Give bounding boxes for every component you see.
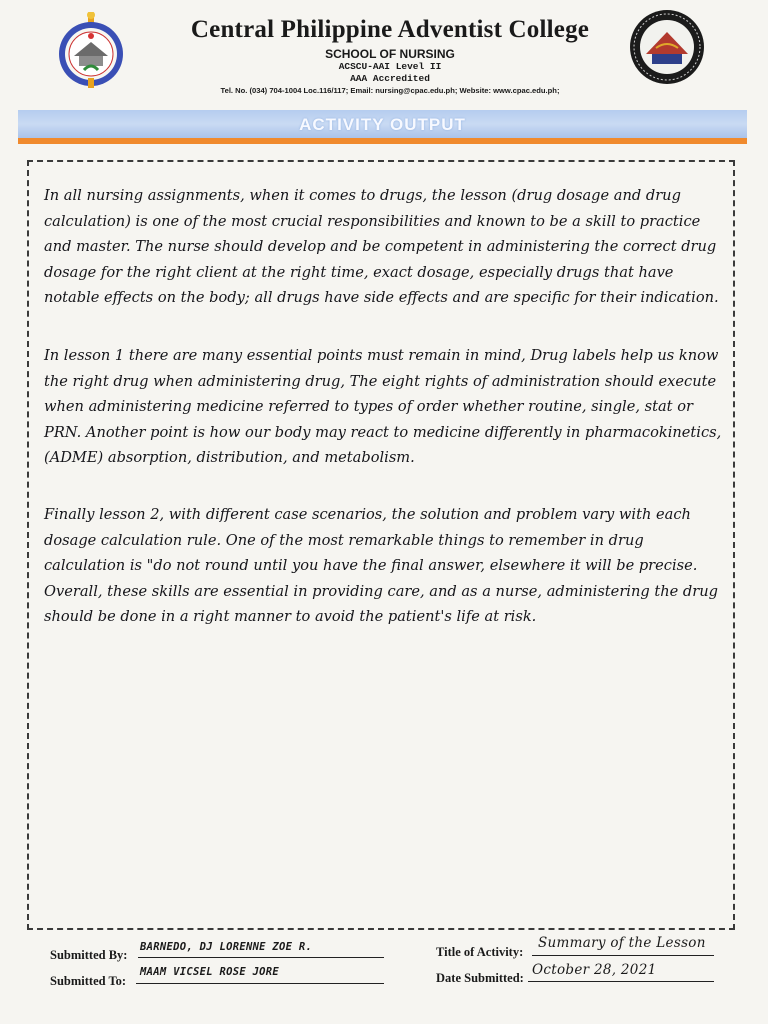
date-submitted-line <box>528 981 714 982</box>
contact-info: Tel. No. (034) 704-1004 Loc.116/117; Email: nursing@cpac.edu.ph; Website: www.cpac.edu.ph; <box>220 86 560 95</box>
accreditation-status: AAA Accredited <box>350 73 430 84</box>
submitted-to-line <box>136 983 384 984</box>
date-submitted-label: Date Submitted: <box>436 971 524 985</box>
date-submitted-value: October 28, 2021 <box>532 962 657 978</box>
college-seal-logo <box>628 8 706 86</box>
submitted-to-value: MAAM VICSEL ROSE JORE <box>140 966 280 978</box>
nursing-school-logo <box>52 12 130 90</box>
activity-output-banner <box>18 110 747 144</box>
title-of-activity-label: Title of Activity: <box>436 945 524 959</box>
banner-title: ACTIVITY OUTPUT <box>299 115 466 134</box>
title-of-activity-value: Summary of the Lesson <box>538 935 706 951</box>
school-name: SCHOOL OF NURSING <box>325 47 455 61</box>
handwritten-paragraph-2: In lesson 1 there are many essential points must remain in mind, Drug labels help us know the right drug when administering drug, The eight rights of administration should execute when administering medicine referred to types of order whether routine, single, stat or PRN. Another point is how our body may react to medicine differently in pharmacokinetics, (ADME) absorption, distribution, and metabolism. <box>44 347 722 466</box>
accreditation-level: ACSCU-AAI Level II <box>338 61 442 72</box>
handwritten-paragraph-1: In all nursing assignments, when it comes to drugs, the lesson (drug dosage and drug calculation) is one of the most crucial responsibilities and known to be a skill to practice and master. The nurse should develop and be competent in administering the correct drug dosage for the right client at the right time, exact dosage, especially drugs that have notable effects on the body; all drugs have side effects and are specific for their indication. <box>44 187 719 306</box>
handwritten-paragraph-3: Finally lesson 2, with different case scenarios, the solution and problem vary with each dosage calculation rule. One of the most remarkable things to remember in drug calculation is "do not round until you have the final answer, elsewhere it will be precise. Overall, these skills are essential in providing care, and as a nurse, administering the drug should be done in a right manner to avoid the patient's life at risk. <box>44 506 718 625</box>
submitted-by-value: BARNEDO, DJ LORENNE ZOE R. <box>140 941 313 953</box>
submitted-by-line <box>138 957 384 958</box>
college-name: Central Philippine Adventist College <box>190 16 590 43</box>
title-of-activity-line <box>532 955 714 956</box>
submitted-to-label: Submitted To: <box>50 974 127 988</box>
submitted-by-label: Submitted By: <box>50 948 128 962</box>
